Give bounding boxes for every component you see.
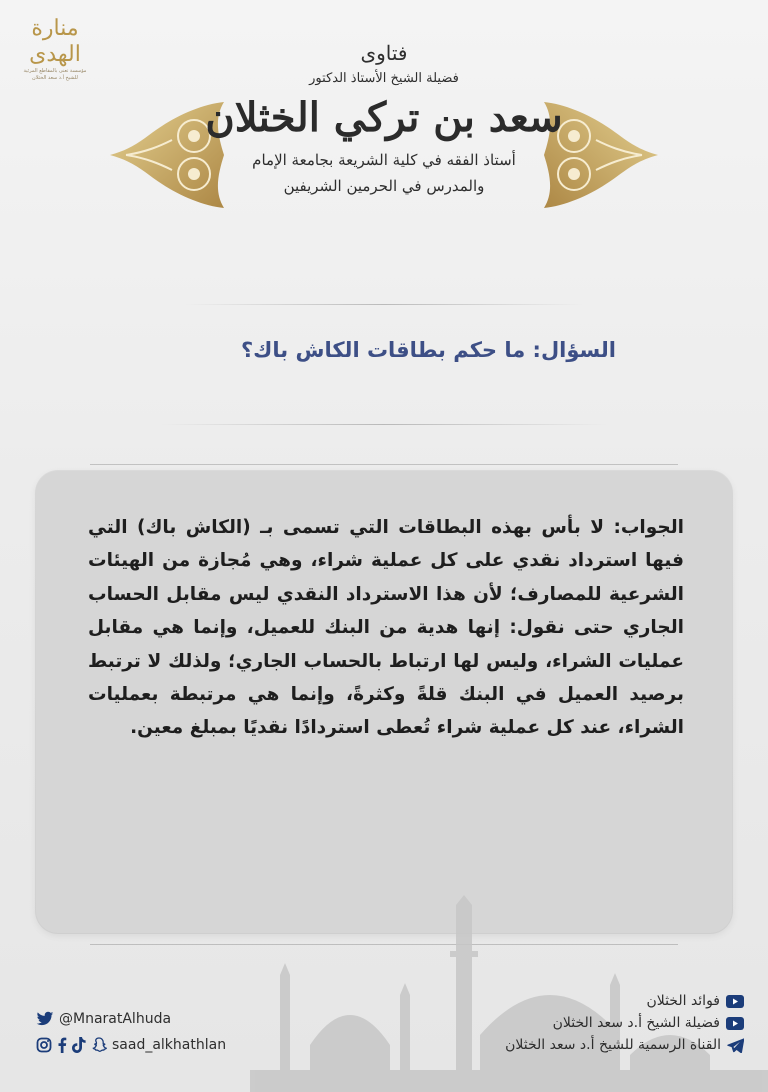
fatawa-label: فتاوى [360,41,408,65]
divider-top [184,304,584,305]
multi-social-handle: saad_alkhathlan [112,1037,227,1053]
twitter-row[interactable] [36,1006,276,1032]
sheikh-role-line2: والمدرس في الحرمين الشريفين [283,177,485,195]
logo-subtitle: مؤسسة تعنى بالمقاطع المرئية للشيخ أ.د سعد الخثلان [23,68,87,81]
telegram-row[interactable] [440,1034,744,1056]
social-left [36,1006,276,1058]
logo-mark: منارة الهدى [29,16,81,67]
youtube-row-1[interactable] [440,990,744,1012]
question-heading: السؤال: ما حكم بطاقات الكاش باك؟ [240,338,616,362]
brand-logo [18,16,92,82]
sheikh-name: سعد بن تركي الخثلان [205,94,563,141]
sheikh-role-line1: أستاذ الفقه في كلية الشريعة بجامعة الإمام [252,151,516,169]
divider-box-top [90,464,678,465]
answer-text: الجواب: لا بأس بهذه البطاقات التي تسمى بـ (الكاش باك) التي فيها استرداد نقدي على كل عملية شراء، وهي مُجازة من الهيئات الشرعية للمصارف؛ لأن هذا الاسترداد النقدي ليس مقابل الحساب الجاري حتى نقول: إنها هدية من البنك للعميل، وإنما هي مقابل عمليات الشراء، وليس لها ارتباط بالحساب الجاري؛ ولذلك لا ترتبط برصيد العميل في البنك قلةً وكثرةً، وإنما هي مرتبطة بعمليات الشراء، عند كل عملية شراء تُعطى استردادًا نقديًا بمبلغ معين. [88,517,684,739]
facebook-icon [57,1037,67,1053]
header [180,40,588,198]
sheikh-title: فضيلة الشيخ الأستاذ الدكتور [309,71,459,86]
twitter-icon [36,1011,54,1027]
youtube-icon [726,1017,744,1030]
youtube-channel-1: فوائد الخثلان [646,993,720,1009]
snapchat-icon [91,1037,107,1053]
divider-middle [160,424,608,425]
youtube-row-2[interactable] [440,1012,744,1034]
social-right [440,990,744,1056]
answer-box [36,471,732,933]
instagram-icon [36,1037,52,1053]
youtube-icon [726,995,744,1008]
multi-social-row[interactable] [36,1032,276,1058]
telegram-icon [727,1038,744,1053]
twitter-handle: @MnaratAlhuda [59,1011,172,1027]
telegram-channel: القناة الرسمية للشيخ أ.د سعد الخثلان [505,1037,721,1053]
tiktok-icon [72,1037,86,1053]
youtube-channel-2: فضيلة الشيخ أ.د سعد الخثلان [552,1015,720,1031]
